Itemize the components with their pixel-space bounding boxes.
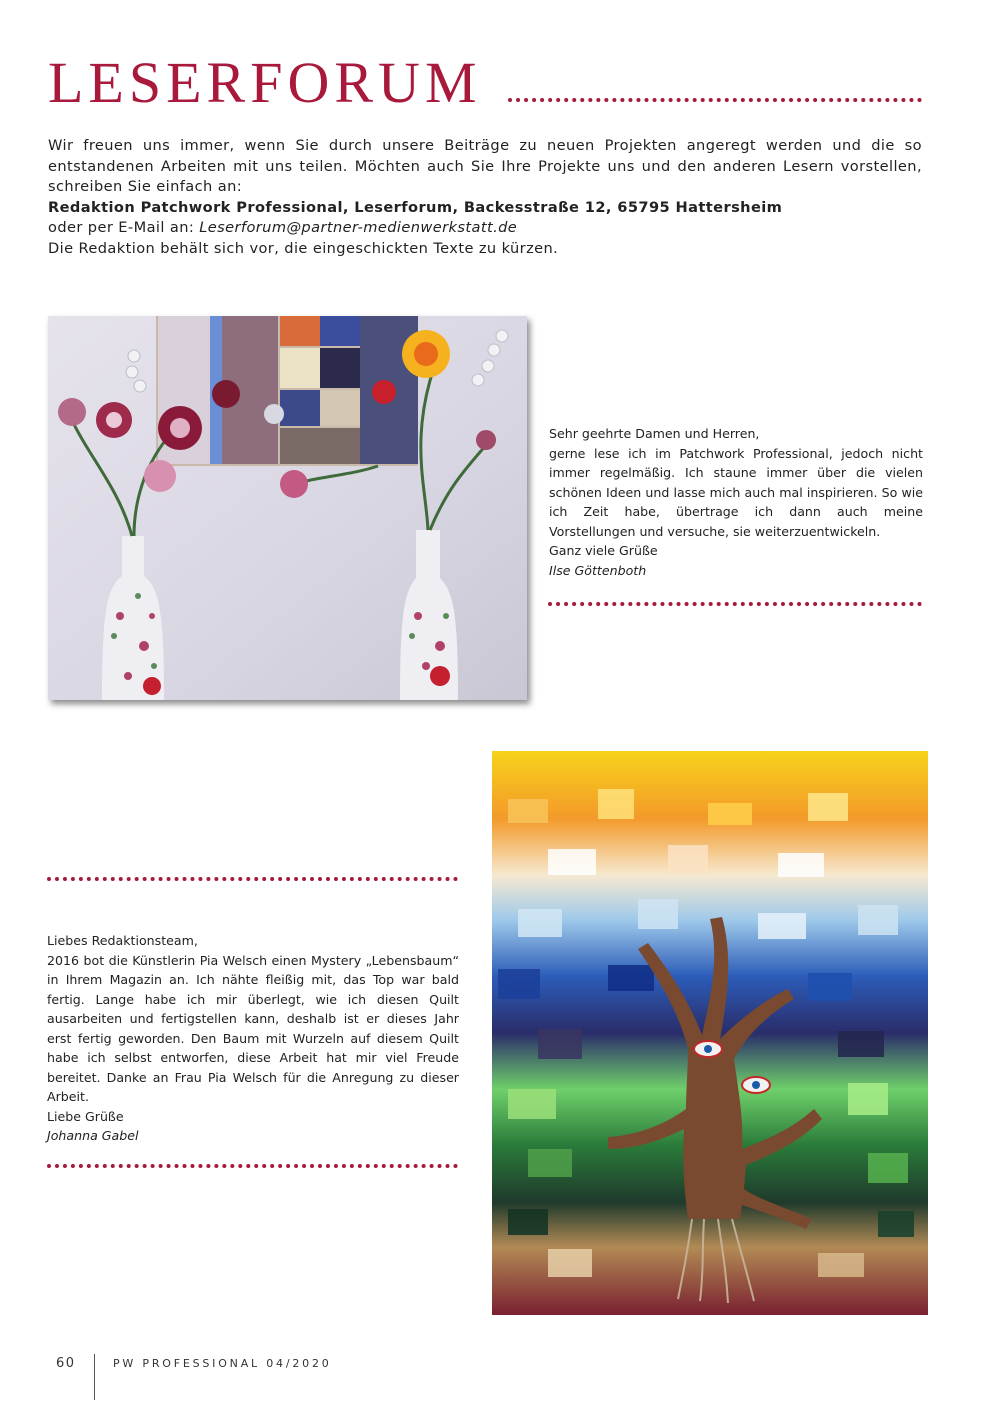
page-number: 60: [56, 1356, 76, 1371]
flower-bottles-illustration: [48, 316, 527, 700]
letter2-bottom-dotted-rule: [47, 1164, 458, 1168]
intro-note: Die Redaktion behält sich vor, die eingeschickten Texte zu kürzen.: [48, 239, 559, 257]
letter1-salutation: Sehr geehrte Damen und Herren,: [549, 426, 760, 441]
intro-email: Leserforum@partner-medienwerkstatt.de: [199, 219, 518, 236]
letter-gabel: [47, 931, 459, 1146]
footer-divider: [94, 1354, 95, 1400]
letter-goettenboth: [549, 424, 923, 580]
magazine-issue: PW PROFESSIONAL 04/2020: [113, 1357, 332, 1370]
intro-email-prefix: oder per E-Mail an:: [48, 219, 200, 236]
flower-bottles-photo: [48, 316, 527, 700]
intro-block: [48, 136, 922, 259]
title-dotted-rule: [508, 98, 922, 102]
letter2-body: 2016 bot die Künstlerin Pia Welsch einen Mystery „Lebensbaum“ in Ihrem Magazin an. Ich nähte fleißig mit, das Top war bald fertig. Lange habe ich mir überlegt, wie ich diesen Quilt ausarbeiten und fertigstellen kann, deshalb ist er dieses Jahr erst fertig geworden. Den Baum mit Wurzeln auf diesem Quilt habe ich selbst entworfen, diese Arbeit hat mir viel Freude bereitet. Danke an Frau Pia Welsch für die Anregung zu dieser Arbeit.: [47, 952, 459, 1104]
letter1-closing: Ganz viele Grüße: [549, 543, 658, 558]
letter2-closing: Liebe Grüße: [47, 1108, 124, 1124]
intro-address: Redaktion Patchwork Professional, Leserforum, Backesstraße 12, 65795 Hattersheim: [48, 198, 783, 216]
tree-of-life-quilt-photo: [488, 749, 933, 1319]
intro-paragraph: Wir freuen uns immer, wenn Sie durch unsere Beiträge zu neuen Projekten angeregt werden und die so entstandenen Arbeiten mit uns teilen. Möchten auch Sie Ihre Projekte uns und den anderen Lesern vorstellen, schreiben Sie einfach an:: [48, 137, 922, 195]
letter2-signature: Johanna Gabel: [47, 1128, 139, 1143]
letter1-body: gerne lese ich im Patchwork Professional, jedoch nicht immer regelmäßig. Ich staune immer über die vielen schönen Ideen und lasse mich auch mal inspirieren. So wie ich Zeit habe, übertrage ich dann auch meine Vorstellungen und versuche, sie weiterzuentwickeln.: [549, 445, 923, 539]
letter2-top-dotted-rule: [47, 877, 458, 881]
tree-of-life-quilt-illustration: [488, 749, 933, 1319]
intro-email-line: [48, 218, 922, 239]
letter1-dotted-rule: [548, 602, 922, 606]
letter2-salutation: Liebes Redaktionsteam,: [47, 933, 198, 948]
letter1-signature: Ilse Göttenboth: [549, 562, 647, 578]
page-title: LESERFORUM: [48, 50, 482, 115]
